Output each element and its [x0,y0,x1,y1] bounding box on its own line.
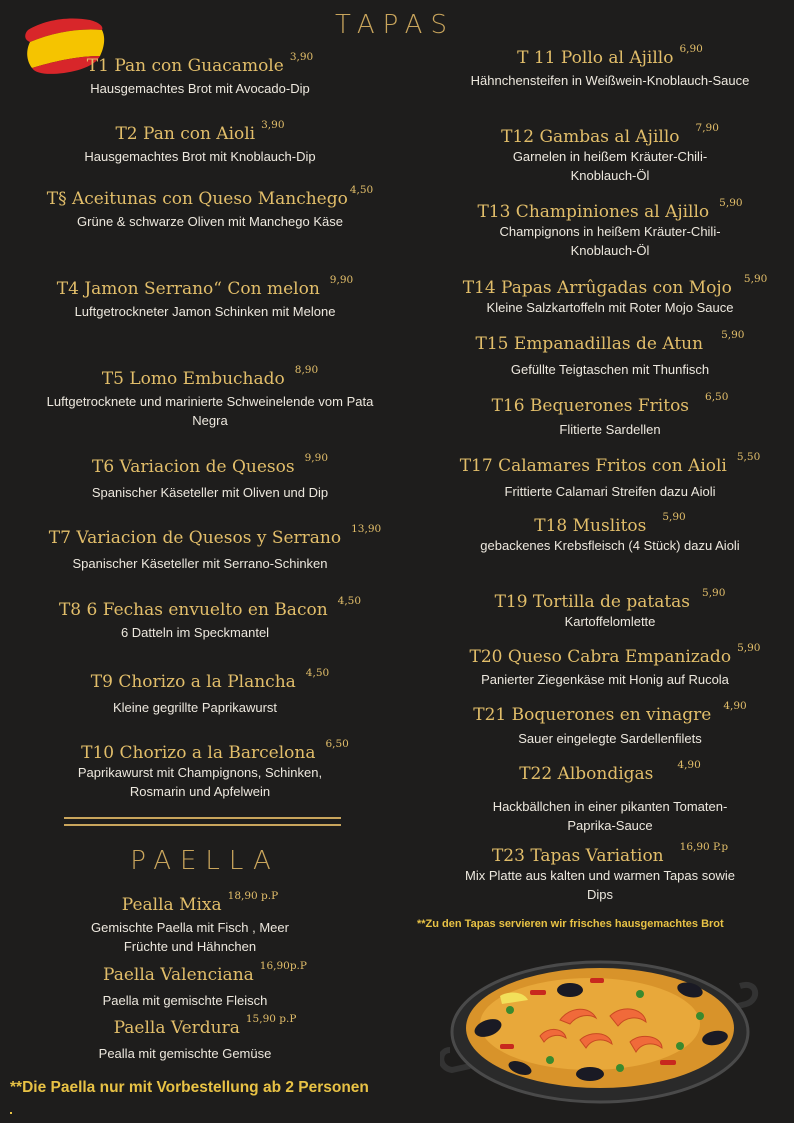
item-description: Sauer eingelegte Sardellenfilets [518,731,702,746]
item-price: 3,90 [289,51,314,63]
item-description: Paprikawurst mit Champignons, Schinken, Rosmarin und Apfelwein [77,765,323,799]
menu-item-t18 [455,511,765,555]
item-price: 8,90 [294,364,319,376]
item-title: T7 Variacion de Quesos y Serrano [48,528,342,548]
item-title: T 11 Pollo al Ajillo [517,48,674,68]
menu-item-t6 [45,452,375,502]
item-title: T19 Tortilla de patatas [494,592,691,612]
dot-mark [10,1112,12,1114]
menu-item-t21 [455,700,765,748]
menu-item-t10 [45,738,385,801]
item-title: Paella Valenciana [103,965,254,985]
tapas-heading: TAPAS [335,10,455,40]
item-price: 4,50 [349,184,374,196]
item-title: T20 Queso Cabra Empanizado [469,647,732,667]
item-title: T13 Champiniones al Ajillo [477,202,710,222]
menu-item-t3 [45,184,375,231]
item-price: 5,90 [662,511,686,523]
item-title: T21 Boquerones en vinagre [473,705,712,725]
menu-item-t2 [45,119,355,166]
item-title: T10 Chorizo a la Barcelona [81,743,316,763]
menu-item-t13 [455,197,765,260]
item-title: T12 Gambas al Ajillo [501,127,680,147]
item-price: 5,50 [736,451,761,463]
bread-note: **Zu den Tapas servieren wir frisches hausgemachtes Brot [417,918,724,930]
item-title: T9 Chorizo a la Plancha [90,672,296,692]
item-title: T8 6 Fechas envuelto en Bacon [58,600,328,620]
item-description: Panierter Ziegenkäse mit Honig auf Rucola [481,672,729,687]
menu-item-t19 [455,587,765,631]
item-title: T16 Bequerones Fritos [491,396,690,416]
item-description: Champignons in heißem Kräuter-Chili-Knoblauch-Öl [499,224,721,258]
item-description: Frittierte Calamari Streifen dazu Aioli [504,484,716,499]
item-price: 13,90 [351,523,382,535]
item-price: 16,90p.P [259,960,307,972]
item-title: T§ Aceitunas con Queso Manchego [46,189,348,209]
item-price: 5,90 [702,587,726,599]
menu-item-t15 [455,329,765,379]
menu-item-t8 [45,595,375,642]
item-title: T6 Variacion de Quesos [91,457,295,477]
menu-item-t20 [455,642,775,689]
menu-item-t4 [45,274,365,321]
item-price: 16,90 P.p [679,841,729,853]
item-description: Hackbällchen in einer pikanten Tomaten-Paprika-Sauce [492,799,728,833]
paella-heading: PAELLA [130,846,280,876]
item-price: 4,90 [723,700,747,712]
item-description: Spanischer Käseteller mit Serrano-Schinken [72,556,328,571]
item-title: Pealla Mixa [121,895,222,915]
item-price: 18,90 p.P [227,890,279,902]
menu-item-t17 [455,451,765,501]
item-price: 4,50 [337,595,362,607]
item-description: 6 Datteln im Speckmantel [120,625,270,640]
item-price: 15,90 p.P [245,1013,297,1025]
item-price: 5,90 [719,197,743,209]
item-price: 3,90 [261,119,285,131]
item-description: Luftgetrockneter Jamon Schinken mit Melone [74,304,336,319]
item-price: 6,50 [705,391,729,403]
item-description: Gefüllte Teigtaschen mit Thunfisch [510,362,710,377]
item-description: Grüne & schwarze Oliven mit Manchego Käse [77,214,343,229]
item-price: 5,90 [737,642,761,654]
item-description: Pealla mit gemischte Gemüse [98,1046,272,1061]
item-description: Kartoffelomlette [564,614,656,629]
item-price: 9,90 [304,452,329,464]
menu-item-t12 [455,122,765,185]
menu-item-t9 [45,667,375,717]
item-description: Mix Platte aus kalten und warmen Tapas sowie Dips [464,868,735,902]
menu-item-t14 [455,273,775,317]
paella-pan-image [440,950,760,1120]
menu-item-t7 [40,523,390,573]
item-description: Kleine gegrillte Paprikawurst [112,700,278,715]
item-title: T15 Empanadillas de Atun [475,334,704,354]
item-price: 9,90 [329,274,354,286]
item-price: 4,90 [677,759,701,771]
item-title: T14 Papas Arrûgadas con Mojo [462,278,732,298]
menu-item-t22 [455,759,765,835]
item-price: 5,90 [743,273,768,285]
item-price: 6,50 [325,738,349,750]
item-title: T18 Muslitos [534,516,647,536]
paella-preorder-note: **Die Paella nur mit Vorbestellung ab 2 Personen [10,1079,369,1096]
item-description: Flitierte Sardellen [559,422,661,437]
item-price: 4,50 [305,667,330,679]
item-description: Paella mit gemischte Fleisch [102,993,268,1008]
item-description: gebackenes Krebsfleisch (4 Stück) dazu Aioli [480,538,740,553]
item-description: Luftgetrocknete und marinierte Schweinelende vom Pata Negra [46,394,374,428]
menu-item-paella-valenciana [60,960,350,1010]
menu-item-t23 [455,841,765,904]
item-price: 5,90 [721,329,745,341]
item-title: T17 Calamares Fritos con Aioli [459,456,727,476]
item-title: T5 Lomo Embuchado [101,369,285,389]
menu-item-t5 [40,364,380,430]
item-title: T22 Albondigas [519,764,654,784]
item-description: Hausgemachtes Brot mit Avocado-Dip [90,81,310,96]
item-title: T23 Tapas Variation [491,846,664,866]
item-title: Paella Verdura [113,1018,240,1038]
item-description: Hähnchensteifen in Weißwein-Knoblauch-Sauce [470,73,750,88]
item-description: Hausgemachtes Brot mit Knoblauch-Dip [84,149,316,164]
section-divider [64,817,341,826]
item-description: Spanischer Käseteller mit Oliven und Dip [91,485,329,500]
menu-item-paella-mixa [60,890,340,956]
menu-item-paella-verdura [60,1013,350,1063]
item-price: 7,90 [695,122,719,134]
item-description: Garnelen in heißem Kräuter-Chili-Knoblauch-Öl [512,149,708,183]
item-title: T1 Pan con Guacamole [86,56,284,76]
item-price: 6,90 [679,43,703,55]
item-title: T2 Pan con Aioli [115,124,256,144]
menu-item-t11 [455,43,765,90]
menu-item-t16 [455,391,765,439]
item-description: Kleine Salzkartoffeln mit Roter Mojo Sauce [486,300,734,315]
item-description: Gemischte Paella mit Fisch , Meer Früchte und Hähnchen [91,920,289,954]
menu-item-t1 [45,51,355,98]
item-title: T4 Jamon Serrano“ Con melon [56,279,320,299]
